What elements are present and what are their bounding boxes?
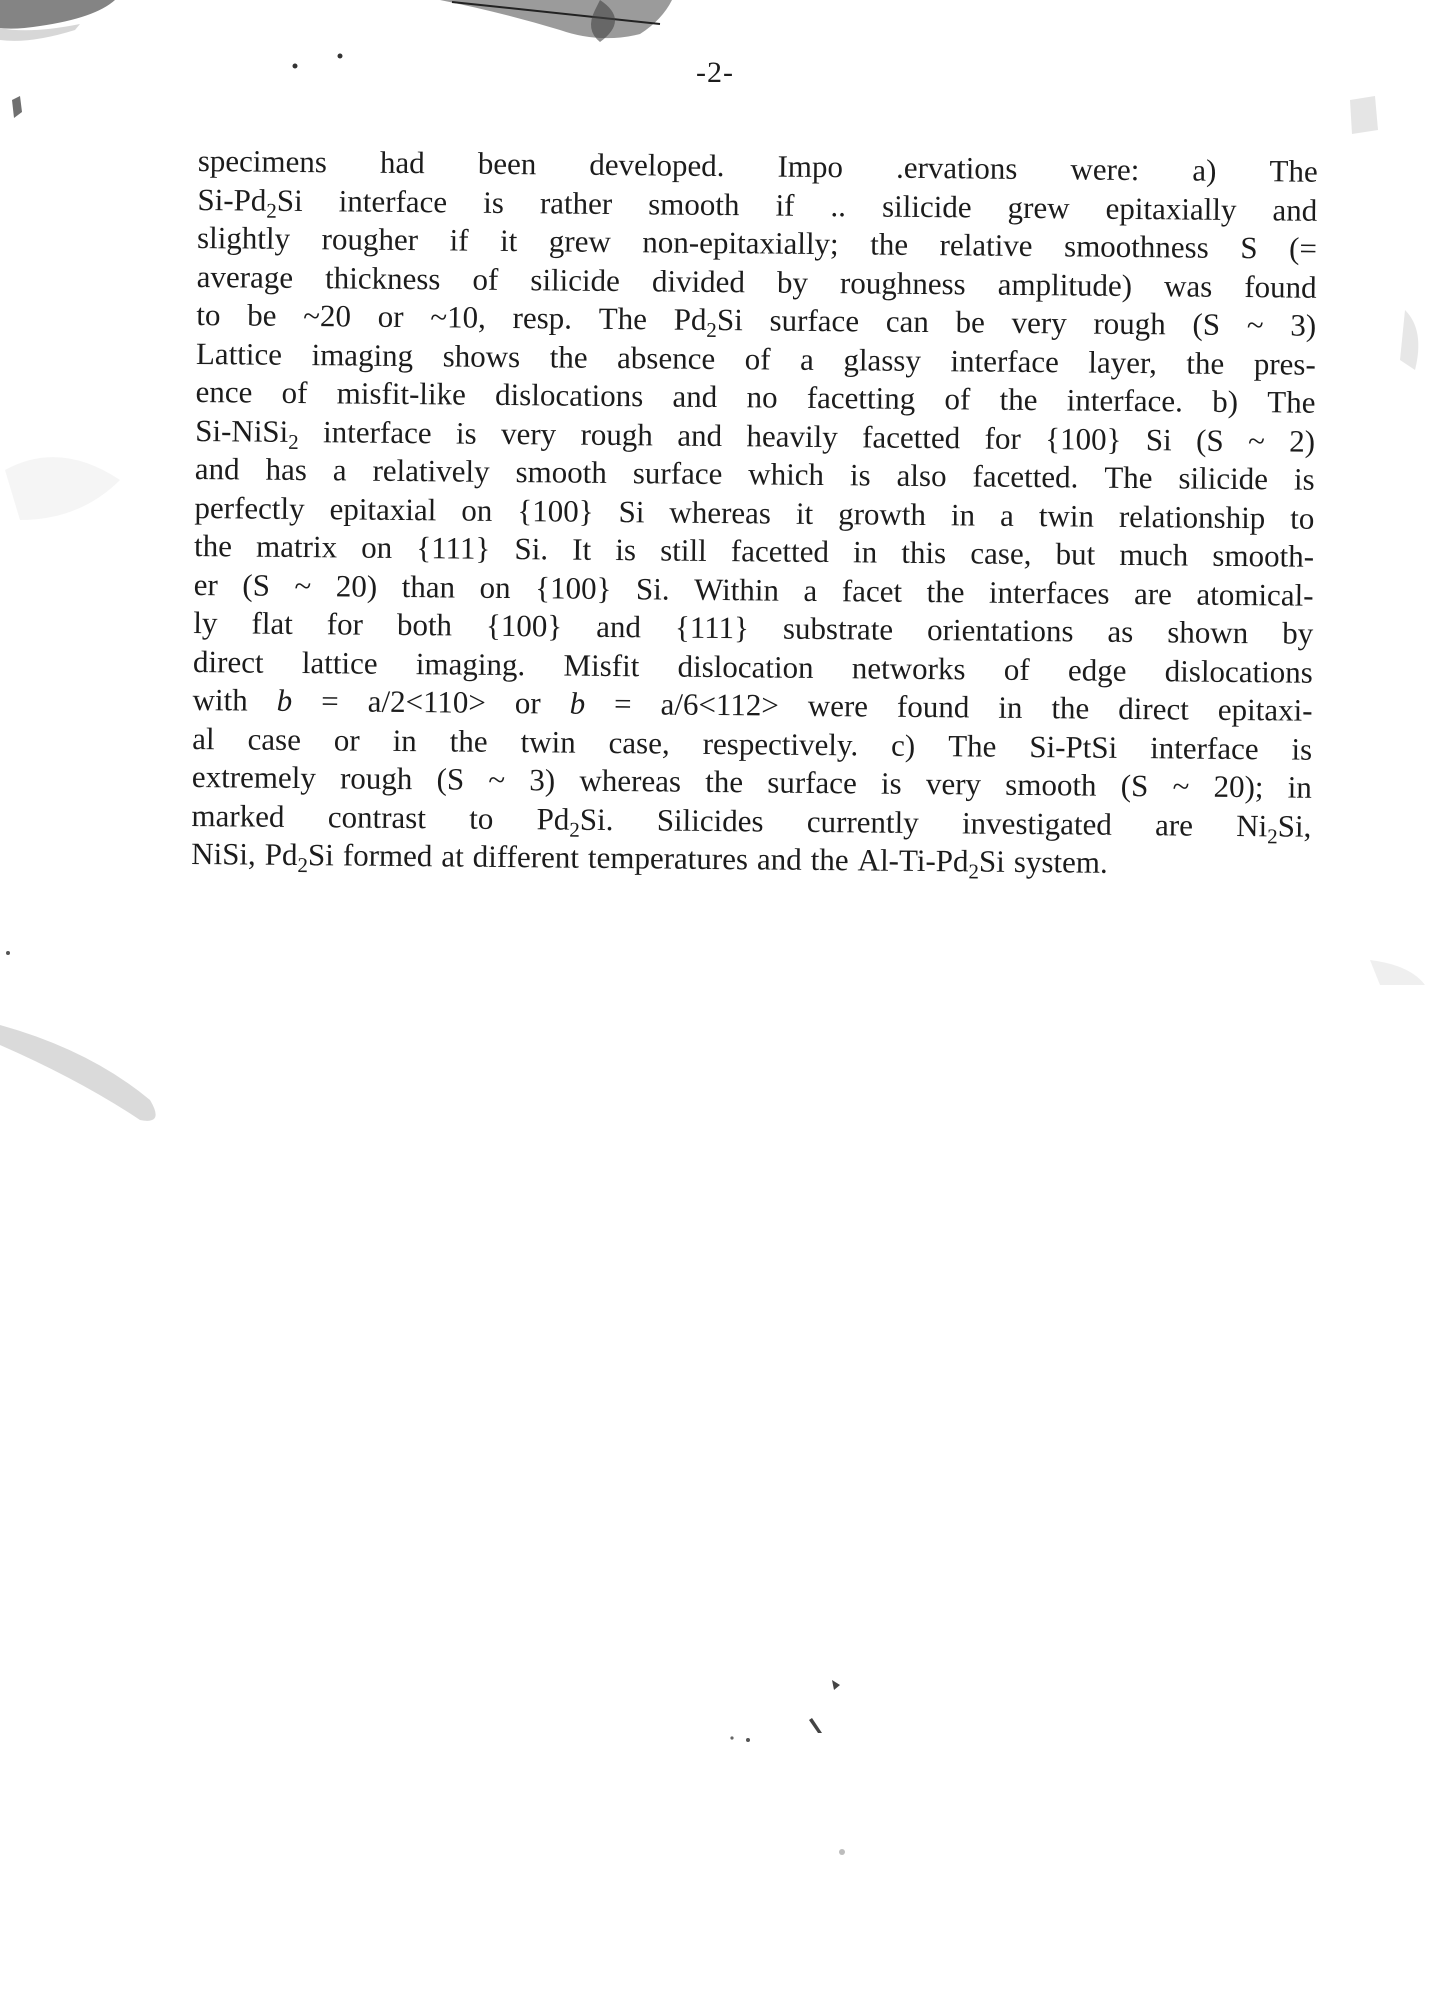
word: very [500, 415, 557, 451]
word: or [514, 685, 541, 721]
word: b) [1212, 383, 1239, 419]
word: specimens [197, 142, 328, 180]
word: very [925, 766, 982, 802]
word: dislocations [494, 376, 644, 414]
word: ~ [294, 567, 312, 603]
word: ~ [488, 761, 506, 797]
word: = [321, 683, 339, 719]
word: of [281, 374, 308, 411]
word: surface [767, 764, 857, 801]
word: dislocations [1164, 652, 1314, 690]
word: $Si-Pd_2Si$ [197, 181, 303, 223]
word: facet [841, 572, 903, 609]
word: be [955, 304, 986, 340]
word: of [744, 340, 771, 377]
word: case, [608, 724, 670, 761]
word: glassy [843, 341, 922, 378]
word: {100} [535, 569, 612, 606]
word: The [1104, 459, 1153, 496]
word: lattice [301, 644, 378, 681]
word: 2) [1289, 422, 1316, 459]
word: surface [632, 455, 723, 492]
word: is [615, 532, 637, 568]
word: is [1293, 461, 1315, 497]
word: found [896, 688, 970, 725]
word: facetting [806, 379, 916, 416]
word: interface [1150, 729, 1259, 766]
word: rougher [321, 221, 419, 258]
word: has [265, 451, 308, 488]
word: smooth [1005, 766, 1097, 803]
word: or [377, 298, 404, 334]
word: facetted. [972, 458, 1079, 495]
word: smooth [648, 185, 740, 222]
word: {111} [674, 609, 750, 646]
word: .ervations [895, 149, 1018, 186]
word: to [196, 296, 221, 333]
word: it [795, 495, 814, 531]
word: the [705, 763, 744, 800]
word: smooth [515, 454, 608, 490]
word: different [472, 838, 580, 875]
word: much [1119, 536, 1189, 573]
word: and [194, 450, 240, 487]
word: the [193, 527, 233, 564]
word: with [192, 681, 248, 718]
word: for [984, 420, 1021, 456]
word: = [613, 686, 632, 722]
word: relative [939, 227, 1033, 264]
word: twin [1038, 497, 1095, 534]
word: the [1051, 690, 1090, 726]
word: 20); [1213, 768, 1264, 805]
word: facetted [861, 418, 961, 455]
word: very [1011, 304, 1067, 341]
word: and [677, 417, 723, 453]
word: Silicides [656, 801, 764, 838]
word: dislocation [677, 648, 814, 685]
word: heavily [746, 417, 838, 454]
word: by [776, 264, 809, 300]
word: the [549, 338, 588, 375]
page-number: -2- [696, 56, 734, 89]
word: the [449, 722, 488, 759]
word: divided [651, 262, 746, 299]
word: atomical- [1196, 576, 1314, 613]
word: perfectly [194, 489, 305, 526]
word: S [1240, 230, 1258, 266]
word: interface. [1066, 382, 1184, 419]
word: by [1282, 615, 1314, 651]
word: a [999, 497, 1015, 533]
word: currently [806, 803, 919, 840]
word: {111} [416, 530, 491, 566]
word: surface [769, 302, 860, 339]
word: had [379, 144, 425, 181]
word: extremely [191, 758, 317, 796]
word: respectively. [702, 725, 859, 762]
word: of [472, 261, 499, 297]
word: interfaces [988, 574, 1110, 611]
word: epitaxi- [1217, 691, 1313, 728]
word: (S [1192, 306, 1221, 342]
word: whereas [669, 494, 772, 531]
word: (S [242, 566, 271, 603]
word: thickness [324, 259, 441, 296]
word: which [748, 456, 825, 493]
word: er [193, 566, 219, 602]
word: the [810, 841, 849, 878]
word: roughness [839, 264, 966, 301]
word: rough [1093, 305, 1166, 342]
word: on [461, 492, 493, 528]
word: are [1133, 575, 1173, 611]
word: a [799, 341, 815, 377]
word: a/6<112> [660, 686, 779, 723]
word: epitaxial [329, 490, 437, 527]
word: shown [1167, 614, 1249, 651]
word: system. [1013, 843, 1108, 880]
word: direct [1118, 690, 1190, 727]
word: absence [616, 339, 716, 376]
word: case, [970, 535, 1032, 572]
word: Si-PtSi [1029, 728, 1118, 765]
word: The [1267, 384, 1316, 420]
scan-shadow-top-center [440, 0, 672, 38]
word: Si [618, 493, 645, 529]
word: Si-NiSi$_2$ [195, 412, 299, 454]
word: this [901, 534, 947, 571]
word: a [332, 452, 347, 488]
word: 20) [335, 567, 378, 604]
word: facetted [730, 533, 830, 570]
word: are [1154, 806, 1194, 843]
word: were [807, 687, 869, 724]
word: formed [342, 837, 433, 874]
word: as [1107, 613, 1134, 649]
word: The [598, 300, 648, 337]
word: ~20 [303, 298, 352, 334]
word: case [247, 721, 302, 757]
word: shows [442, 337, 521, 374]
word: (= [1288, 230, 1318, 266]
word: 3) [1290, 307, 1317, 343]
word: Lattice [195, 335, 283, 372]
word: and [756, 841, 802, 877]
word: interface [950, 342, 1060, 379]
word: for [326, 606, 364, 642]
word: smooth- [1212, 537, 1315, 574]
word: a/2<110> [367, 683, 487, 720]
word: 3) [529, 762, 556, 798]
word: layer, [1088, 344, 1158, 380]
word: rather [539, 184, 613, 221]
word: ly [193, 604, 218, 641]
word: but [1055, 536, 1096, 572]
word: (S [436, 761, 465, 797]
word: amplitude) [997, 266, 1133, 303]
word: silicide [881, 188, 972, 224]
word: developed. [589, 146, 725, 184]
word: a) [1192, 152, 1217, 188]
word: b [276, 682, 293, 718]
word: The [948, 727, 997, 764]
word: and [672, 378, 718, 414]
word: ~ [1246, 307, 1264, 343]
word: of [944, 381, 971, 417]
word: interface [322, 413, 432, 450]
word: The [1269, 153, 1318, 189]
word: c) [890, 727, 916, 763]
word: is [455, 414, 477, 451]
word: non-epitaxially; [642, 224, 839, 262]
word: been [477, 145, 537, 182]
word: al [192, 720, 215, 756]
word: at [441, 838, 464, 874]
word: $Pd_2Si$. [536, 800, 614, 842]
word: is [849, 457, 871, 493]
word: imaging. [415, 645, 526, 682]
word: resp. [512, 300, 573, 336]
word: the [870, 226, 909, 262]
word: ence [195, 373, 253, 410]
scan-shadow-top-left [0, 0, 115, 29]
word: the [1186, 344, 1225, 381]
word: interface [338, 182, 448, 219]
word: to [469, 800, 494, 836]
word: matrix [255, 528, 338, 565]
word: relationship [1118, 498, 1266, 535]
word: orientations [926, 612, 1074, 649]
word: in [852, 534, 878, 570]
word: silicide [1178, 460, 1269, 497]
word: Si [1145, 421, 1172, 457]
word: twin [520, 723, 576, 760]
word: (S [1195, 422, 1224, 458]
word: whereas [579, 762, 682, 799]
word: smoothness [1063, 228, 1209, 265]
word: and [596, 608, 642, 645]
word: investigated [961, 804, 1113, 842]
word: flat [251, 605, 293, 641]
word: $Al-Ti-Pd_2Si$ [857, 842, 1006, 884]
word: {100} [485, 607, 563, 644]
word: NiSi, [191, 835, 256, 872]
word: $Ni_2Si$, [1236, 807, 1312, 848]
word: the [999, 381, 1038, 418]
word: it [499, 222, 518, 259]
word: Misfit [563, 647, 640, 683]
word: Si. [635, 570, 670, 607]
word: is [1291, 731, 1313, 767]
word: be [247, 297, 277, 333]
word: {100} [517, 492, 594, 529]
word: epitaxially [1105, 190, 1237, 227]
word: misfit-like [336, 375, 467, 412]
word: also [896, 457, 947, 494]
word: or [333, 721, 360, 758]
word: temperatures [587, 839, 749, 877]
word: It [572, 531, 592, 567]
word: ~10, [430, 299, 487, 335]
word: ~ [1247, 422, 1266, 458]
word: if [449, 222, 469, 258]
word: growth [838, 495, 927, 532]
word: is [880, 765, 902, 801]
word: in [392, 722, 417, 758]
word: pres- [1253, 345, 1316, 382]
word: to [1290, 500, 1315, 536]
word: and [1272, 191, 1318, 228]
word: $Pd_2Si$ [673, 301, 743, 342]
word: of [1003, 651, 1030, 687]
word: relatively [372, 452, 490, 489]
word: on [361, 529, 393, 565]
word: Si. [514, 531, 549, 567]
word: marked [191, 797, 285, 834]
word: both [396, 606, 453, 643]
word: ~ [1172, 768, 1190, 804]
word: on [479, 569, 511, 605]
word: Within [693, 571, 780, 608]
word: in [998, 689, 1023, 725]
word: silicide [530, 261, 621, 298]
word: the [926, 573, 965, 609]
word: edge [1067, 651, 1127, 688]
word: grew [548, 223, 611, 259]
word: in [1287, 769, 1312, 805]
word: no [746, 379, 778, 415]
word: .. [830, 187, 847, 223]
word: {100} [1045, 420, 1122, 457]
word: grew [1007, 189, 1070, 225]
word: b [569, 685, 586, 721]
word: slightly [196, 219, 291, 256]
word: is [483, 184, 505, 220]
word: can [885, 303, 930, 340]
word: $Pd_2Si$ [264, 836, 335, 878]
word: still [660, 532, 707, 568]
word: substrate [782, 610, 894, 647]
word: direct [192, 643, 264, 680]
word: Impo [777, 148, 844, 185]
word: a [803, 572, 818, 608]
word: found [1244, 268, 1317, 305]
body-paragraph [191, 142, 1318, 884]
word: average [196, 258, 294, 295]
word: (S [1120, 767, 1149, 804]
word: rough [339, 760, 413, 797]
word: imaging [311, 336, 414, 373]
word: rough [580, 416, 654, 452]
word: than [401, 568, 456, 604]
word: networks [851, 649, 966, 686]
word: contrast [327, 798, 427, 835]
word: in [950, 496, 976, 532]
word: was [1163, 267, 1213, 304]
word: if [775, 187, 795, 223]
word: were: [1070, 151, 1140, 188]
